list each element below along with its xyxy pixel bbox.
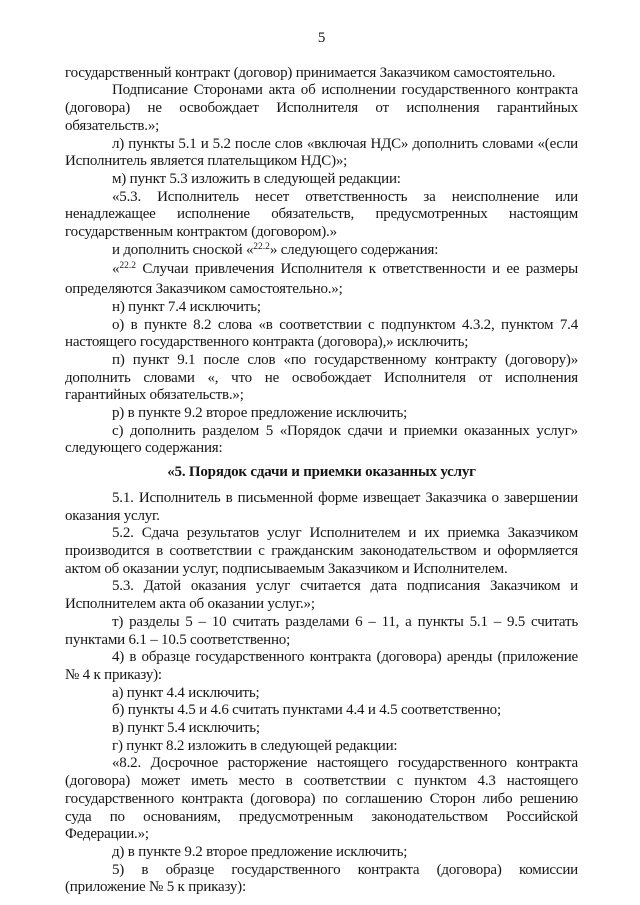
text-run: государственный контракт (договор) принимается Заказчиком самостоятельно. (65, 64, 556, 81)
text-run: о) в пункте 8.2 слова «в соответствии с подпунктом 4.3.2, пунктом 7.4 настоящего государственного контракта (договора),» исключить; (65, 316, 578, 351)
text-run: р) в пункте 9.2 второе предложение исключить; (112, 405, 408, 422)
text-run: п) пункт 9.1 после слов «по государственному контракту (договору)» дополнить словами «, что не освобождает Исполнителя от исполнения гарантийных обязательств.»; (65, 351, 578, 404)
text-run: н) пункт 7.4 исключить; (112, 298, 261, 315)
text-run: 5) в образце государственного контракта (договора) комиссии (приложение № 5 к приказу): (65, 861, 578, 896)
text-run: т) разделы 5 – 10 считать разделами 6 – 11, а пункты 5.1 – 9.5 считать пунктами 6.1 – 10.5 соответственно; (65, 613, 578, 648)
paragraph (65, 525, 578, 578)
paragraph (65, 844, 578, 862)
paragraph (65, 189, 578, 242)
paragraph (65, 242, 578, 262)
text-run: 5.2. Сдача результатов услуг Исполнителем и их приемка Заказчиком производится в соответствии с гражданским законодательством и оформляется актом об оказании услуг, подписываемым Заказчиком и Исполнителем. (65, 525, 578, 577)
text-run: Случаи привлечения Исполнителя к ответственности и ее размеры определяются Заказчиком самостоятельно.»; (65, 261, 578, 298)
paragraph (65, 171, 578, 189)
paragraph (65, 317, 578, 352)
text-run: 5.3. Датой оказания услуг считается дата подписания Заказчиком и Исполнителем акта об оказании услуг.»; (65, 578, 578, 613)
text-run: м) пункт 5.3 изложить в следующей редакции: (112, 170, 401, 187)
paragraph (65, 578, 578, 613)
paragraph (65, 649, 578, 684)
paragraph (65, 261, 578, 298)
paragraph (65, 405, 578, 423)
paragraph (65, 720, 578, 738)
paragraph (65, 299, 578, 317)
text-run: л) пункты 5.1 и 5.2 после слов «включая НДС» дополнить словами «(если Исполнитель является плательщиком НДС)»; (65, 135, 578, 170)
paragraph (65, 685, 578, 703)
paragraph (65, 755, 578, 844)
text-run: с) дополнить разделом 5 «Порядок сдачи и приемки оказанных услуг» следующего содержания: (65, 422, 578, 457)
text-run: Подписание Сторонами акта об исполнении государственного контракта (договора) не освобождает Исполнителя от исполнения гарантийных обязательств.»; (65, 82, 578, 134)
document-body (65, 65, 578, 897)
paragraph (65, 702, 578, 720)
paragraph (65, 490, 578, 525)
paragraph (65, 423, 578, 458)
paragraph (65, 136, 578, 171)
text-run: 5.1. Исполнитель в письменной форме извещает Заказчика о завершении оказания услуг. (65, 489, 578, 524)
paragraph (65, 65, 578, 83)
section-heading (65, 464, 578, 482)
text-run: а) пункт 4.4 исключить; (112, 684, 260, 701)
text-run: «5.3. Исполнитель несет ответственность за неисполнение или ненадлежащее исполнение обязательств, предусмотренных настоящим государственным контрактом (договором).» (65, 188, 578, 241)
paragraph (65, 614, 578, 649)
paragraph (65, 82, 578, 135)
text-run: «5. Порядок сдачи и приемки оказанных услуг (167, 464, 476, 481)
text-run: и дополнить сноской « (112, 241, 254, 258)
text-run: г) пункт 8.2 изложить в следующей редакции: (112, 737, 398, 754)
footnote-superscript: 22.2 (119, 261, 136, 272)
footnote-superscript: 22.2 (253, 241, 270, 252)
paragraph (65, 738, 578, 756)
text-run: » следующего содержания: (269, 241, 439, 258)
paragraph (65, 862, 578, 897)
text-run: « (112, 261, 120, 278)
text-run: «8.2. Досрочное расторжение настоящего государственного контракта (договора) может иметь место в соответствии с пунктом 4.3 настоящего государственного контракта (договора) по соглашению Сторон либо решению суда по основаниям, предусмотренным законодательством Российской Федерации.»; (65, 755, 578, 843)
text-run: д) в пункте 9.2 второе предложение исключить; (112, 843, 408, 860)
paragraph (65, 352, 578, 405)
text-run: б) пункты 4.5 и 4.6 считать пунктами 4.4 и 4.5 соответственно; (112, 702, 501, 719)
text-run: 4) в образце государственного контракта (договора) аренды (приложение № 4 к приказу): (65, 649, 578, 683)
text-run: в) пункт 5.4 исключить; (112, 720, 260, 737)
page-number: 5 (317, 30, 326, 46)
